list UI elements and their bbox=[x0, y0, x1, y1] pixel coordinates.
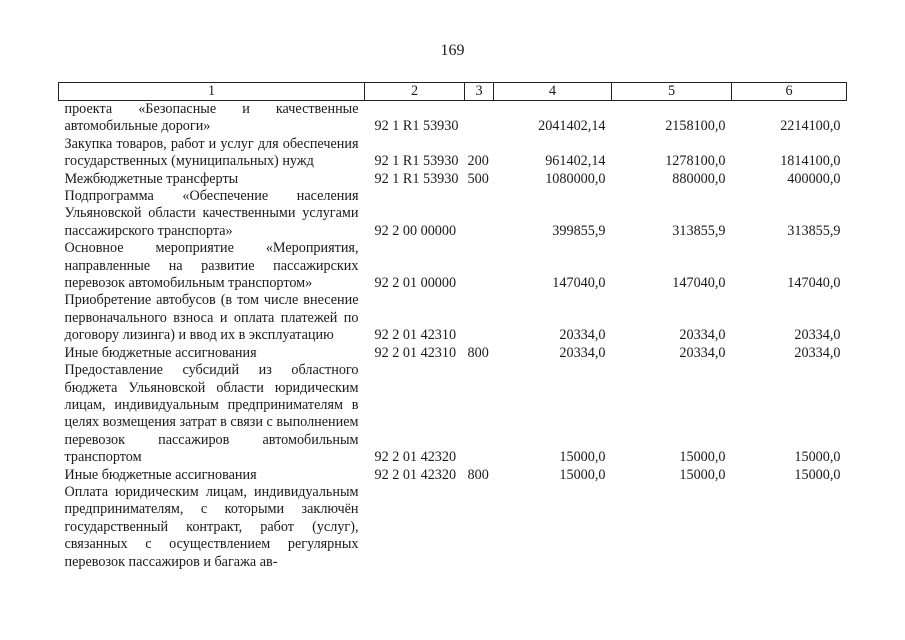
row-code: 92 2 01 42320 bbox=[374, 466, 457, 483]
table-row bbox=[59, 292, 847, 344]
row-expense-type bbox=[465, 240, 494, 292]
row-code: 92 1 R1 53930 bbox=[374, 170, 459, 187]
row-code: 92 2 01 42320 bbox=[374, 449, 457, 466]
table-row bbox=[59, 101, 847, 136]
row-expense-type bbox=[465, 188, 494, 240]
row-value-col5: 15000,0 bbox=[679, 449, 726, 466]
row-expense-type bbox=[465, 292, 494, 344]
header-col-4: 4 bbox=[494, 83, 612, 101]
table-body bbox=[59, 101, 847, 571]
header-col-2: 2 bbox=[365, 83, 465, 101]
row-code: 92 2 00 00000 bbox=[374, 222, 457, 239]
row-value-col4 bbox=[494, 484, 612, 571]
row-value-col5: 147040,0 bbox=[672, 275, 726, 292]
row-value-col4: 20334,0 bbox=[559, 327, 606, 344]
row-value-col5: 15000,0 bbox=[679, 466, 726, 483]
row-expense-type bbox=[465, 484, 494, 571]
row-name: Закупка товаров, работ и услуг для обеспечения государственных (муниципальных) нужд bbox=[64, 135, 359, 170]
row-name: Иные бюджетные ассигнования bbox=[64, 344, 257, 361]
row-value-col4: 147040,0 bbox=[552, 275, 606, 292]
header-col-3: 3 bbox=[465, 83, 494, 101]
row-value-col5: 313855,9 bbox=[672, 222, 726, 239]
row-value-col6: 15000,0 bbox=[794, 466, 841, 483]
row-expense-type: 200 bbox=[467, 153, 489, 170]
row-expense-type bbox=[465, 362, 494, 466]
row-value-col6: 15000,0 bbox=[794, 449, 841, 466]
row-value-col6: 313855,9 bbox=[787, 222, 841, 239]
row-value-col6: 2214100,0 bbox=[780, 118, 841, 135]
row-code: 92 1 R1 53930 bbox=[374, 118, 459, 135]
row-value-col5: 20334,0 bbox=[679, 327, 726, 344]
row-value-col4: 20334,0 bbox=[559, 344, 606, 361]
row-name: Иные бюджетные ассигнования bbox=[64, 466, 257, 483]
row-code: 92 2 01 42310 bbox=[374, 327, 457, 344]
row-value-col5: 20334,0 bbox=[679, 344, 726, 361]
row-value-col6: 147040,0 bbox=[787, 275, 841, 292]
table-row bbox=[59, 467, 847, 484]
row-expense-type: 500 bbox=[467, 170, 489, 187]
row-code bbox=[365, 484, 465, 571]
row-name: Основное мероприятие «Мероприятия, направленные на развитие пассажирских перевозок автомобильным транспортом» bbox=[64, 240, 359, 292]
row-value-col4: 399855,9 bbox=[552, 222, 606, 239]
row-expense-type: 800 bbox=[467, 344, 489, 361]
table-row bbox=[59, 345, 847, 362]
row-value-col4: 961402,14 bbox=[545, 153, 606, 170]
row-name: Приобретение автобусов (в том числе внесение первоначального взноса и оплата платежей по договору лизинга) и ввод их в эксплуатацию bbox=[64, 292, 359, 344]
row-value-col6: 1814100,0 bbox=[780, 153, 841, 170]
row-value-col6 bbox=[732, 484, 847, 571]
header-col-6: 6 bbox=[732, 83, 847, 101]
row-expense-type: 800 bbox=[467, 466, 489, 483]
row-value-col4: 2041402,14 bbox=[538, 118, 606, 135]
row-value-col6: 20334,0 bbox=[794, 327, 841, 344]
page-number: 169 bbox=[440, 42, 465, 59]
row-name: Оплата юридическим лицам, индивидуальным предпринимателям, с которыми заключён государственный контракт, работ (услуг), связанных с осуществлением регулярных перевозок пассажиров и багажа ав- bbox=[64, 483, 359, 570]
table-row bbox=[59, 136, 847, 171]
header-col-1: 1 bbox=[59, 83, 365, 101]
row-value-col5 bbox=[612, 484, 732, 571]
row-value-col5: 1278100,0 bbox=[665, 153, 726, 170]
header-col-5: 5 bbox=[612, 83, 732, 101]
table-header bbox=[59, 83, 847, 101]
row-value-col5: 2158100,0 bbox=[665, 118, 726, 135]
table-row bbox=[59, 240, 847, 292]
row-code: 92 2 01 42310 bbox=[374, 344, 457, 361]
row-code: 92 2 01 00000 bbox=[374, 275, 457, 292]
table-row bbox=[59, 484, 847, 571]
row-value-col4: 15000,0 bbox=[559, 466, 606, 483]
row-name: проекта «Безопасные и качественные автомобильные дороги» bbox=[64, 101, 359, 135]
row-value-col6: 20334,0 bbox=[794, 344, 841, 361]
table-row bbox=[59, 188, 847, 240]
row-name: Предоставление субсидий из областного бюджета Ульяновской области юридическим лицам, индивидуальным предпринимателям в целях возмещения затрат в связи с выполнением перевозок пассажиров автомобильным транспортом bbox=[64, 362, 359, 466]
row-value-col5: 880000,0 bbox=[672, 170, 726, 187]
row-value-col4: 1080000,0 bbox=[545, 170, 606, 187]
table-row bbox=[59, 171, 847, 188]
row-value-col6: 400000,0 bbox=[787, 170, 841, 187]
budget-table bbox=[58, 82, 847, 571]
row-name: Подпрограмма «Обеспечение населения Ульяновской области качественными услугами пассажирского транспорта» bbox=[64, 188, 359, 239]
row-name: Межбюджетные трансферты bbox=[64, 170, 239, 187]
table-row bbox=[59, 362, 847, 466]
header-row bbox=[59, 83, 847, 101]
row-code: 92 1 R1 53930 bbox=[374, 153, 459, 170]
row-value-col4: 15000,0 bbox=[559, 449, 606, 466]
row-expense-type bbox=[465, 101, 494, 136]
